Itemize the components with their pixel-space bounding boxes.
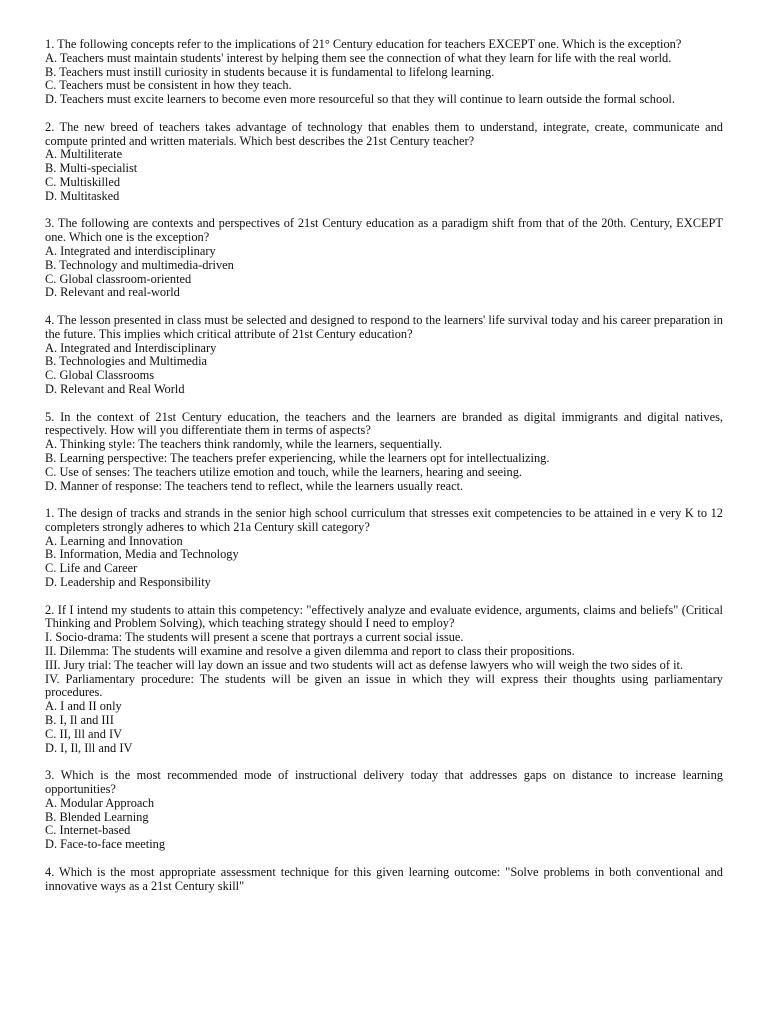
- question-block: [45, 314, 723, 397]
- option-statement: IV. Parliamentary procedure: The students will be given an issue in which they will express their thoughts using parliamentary procedures.: [45, 671, 723, 700]
- question-stem: 1. The design of tracks and strands in the senior high school curriculum that stresses exit competencies to be attained in e very K to 12 completers strongly adheres to which 21a Century skill category?: [45, 506, 723, 534]
- option-statement: II. Dilemma: The students will examine and resolve a given dilemma and report to class their propositions.: [45, 644, 575, 659]
- question-block: [45, 411, 723, 494]
- answer-choice: B. I, Il and III: [45, 713, 114, 728]
- question-block: [45, 38, 723, 107]
- answer-choice: A. Integrated and interdisciplinary: [45, 243, 216, 258]
- answer-choice: A. Thinking style: The teachers think randomly, while the learners, sequentially.: [45, 437, 443, 452]
- answer-choice: B. Teachers must instill curiosity in students because it is fundamental to lifelong learning.: [45, 64, 495, 79]
- answer-choice: B. Technologies and Multimedia: [45, 354, 208, 369]
- answer-choice: B. Technology and multimedia-driven: [45, 257, 234, 272]
- question-block: [45, 769, 723, 852]
- answer-choice: B. Multi-specialist: [45, 161, 138, 176]
- question-block: [45, 121, 723, 204]
- answer-choice: D. Leadership and Responsibility: [45, 575, 211, 590]
- answer-choice: C. Teachers must be consistent in how they teach.: [45, 78, 292, 93]
- question-list: [45, 38, 723, 893]
- question-block: [45, 507, 723, 590]
- answer-choice: D. I, Il, Ill and IV: [45, 740, 133, 755]
- answer-choice: D. Relevant and Real World: [45, 381, 185, 396]
- answer-choice: C. Global classroom-oriented: [45, 271, 192, 286]
- answer-choice: C. Use of senses: The teachers utilize emotion and touch, while the learners, hearing and seeing.: [45, 464, 523, 479]
- question-stem: 3. Which is the most recommended mode of instructional delivery today that addresses gaps on distance to increase learning opportunities?: [45, 768, 723, 797]
- answer-choice: D. Relevant and real-world: [45, 285, 180, 300]
- answer-choice: D. Teachers must excite learners to become even more resourceful so that they will continue to learn outside the formal school.: [45, 92, 675, 107]
- answer-choice: A. Learning and Innovation: [45, 533, 183, 548]
- question-block: [45, 217, 723, 300]
- option-statement: III. Jury trial: The teacher will lay down an issue and two students will act as defense lawyers who will weigh the two sides of it.: [45, 657, 684, 672]
- question-stem: 4. Which is the most appropriate assessment technique for this given learning outcome: "Solve problems in both conventional and innovative ways as a 21st Century skill": [45, 864, 723, 893]
- answer-choice: C. Life and Career: [45, 561, 138, 576]
- answer-choice: B. Learning perspective: The teachers prefer experiencing, while the learners opt for intellectualizing.: [45, 450, 550, 465]
- question-stem: 4. The lesson presented in class must be selected and designed to respond to the learners' life survival today and his career preparation in the future. This implies which critical attribute of 21st Century education?: [45, 312, 723, 341]
- answer-choice: A. Integrated and Interdisciplinary: [45, 340, 217, 355]
- question-block: [45, 866, 723, 894]
- answer-choice: A. Modular Approach: [45, 795, 155, 810]
- answer-choice: C. Global Classrooms: [45, 368, 155, 383]
- answer-choice: A. Teachers must maintain students' interest by helping them see the connection of what they learn for life with the real world.: [45, 50, 672, 65]
- answer-choice: A. Multiliterate: [45, 147, 123, 162]
- question-stem: 2. If I intend my students to attain this competency: "effectively analyze and evaluate evidence, arguments, claims and beliefs" (Critical Thinking and Problem Solving), which teaching strategy should I need to employ?: [45, 602, 723, 631]
- answer-choice: D. Multitasked: [45, 188, 120, 203]
- answer-choice: C. Internet-based: [45, 823, 131, 838]
- answer-choice: C. II, Ill and IV: [45, 726, 123, 741]
- answer-choice: B. Information, Media and Technology: [45, 547, 239, 562]
- answer-choice: D. Manner of response: The teachers tend to reflect, while the learners usually react.: [45, 478, 464, 493]
- question-stem: 1. The following concepts refer to the implications of 21° Century education for teachers EXCEPT one. Which is the exception?: [45, 37, 682, 51]
- answer-choice: A. I and II only: [45, 699, 122, 714]
- answer-choice: C. Multiskilled: [45, 174, 121, 189]
- question-block: [45, 604, 723, 756]
- answer-choice: B. Blended Learning: [45, 809, 149, 824]
- option-statement: I. Socio-drama: The students will present a scene that portrays a current social issue.: [45, 630, 464, 645]
- question-stem: 2. The new breed of teachers takes advantage of technology that enables them to understand, integrate, create, communicate and compute printed and written materials. Which best describes the 21st Century teacher?: [45, 119, 723, 148]
- answer-choice: D. Face-to-face meeting: [45, 837, 166, 852]
- question-stem: 3. The following are contexts and perspectives of 21st Century education as a paradigm shift from that of the 20th. Century, EXCEPT one. Which one is the exception?: [45, 216, 723, 245]
- question-stem: 5. In the context of 21st Century education, the teachers and the learners are branded as digital immigrants and digital natives, respectively. How will you differentiate them in terms of aspects?: [45, 409, 723, 438]
